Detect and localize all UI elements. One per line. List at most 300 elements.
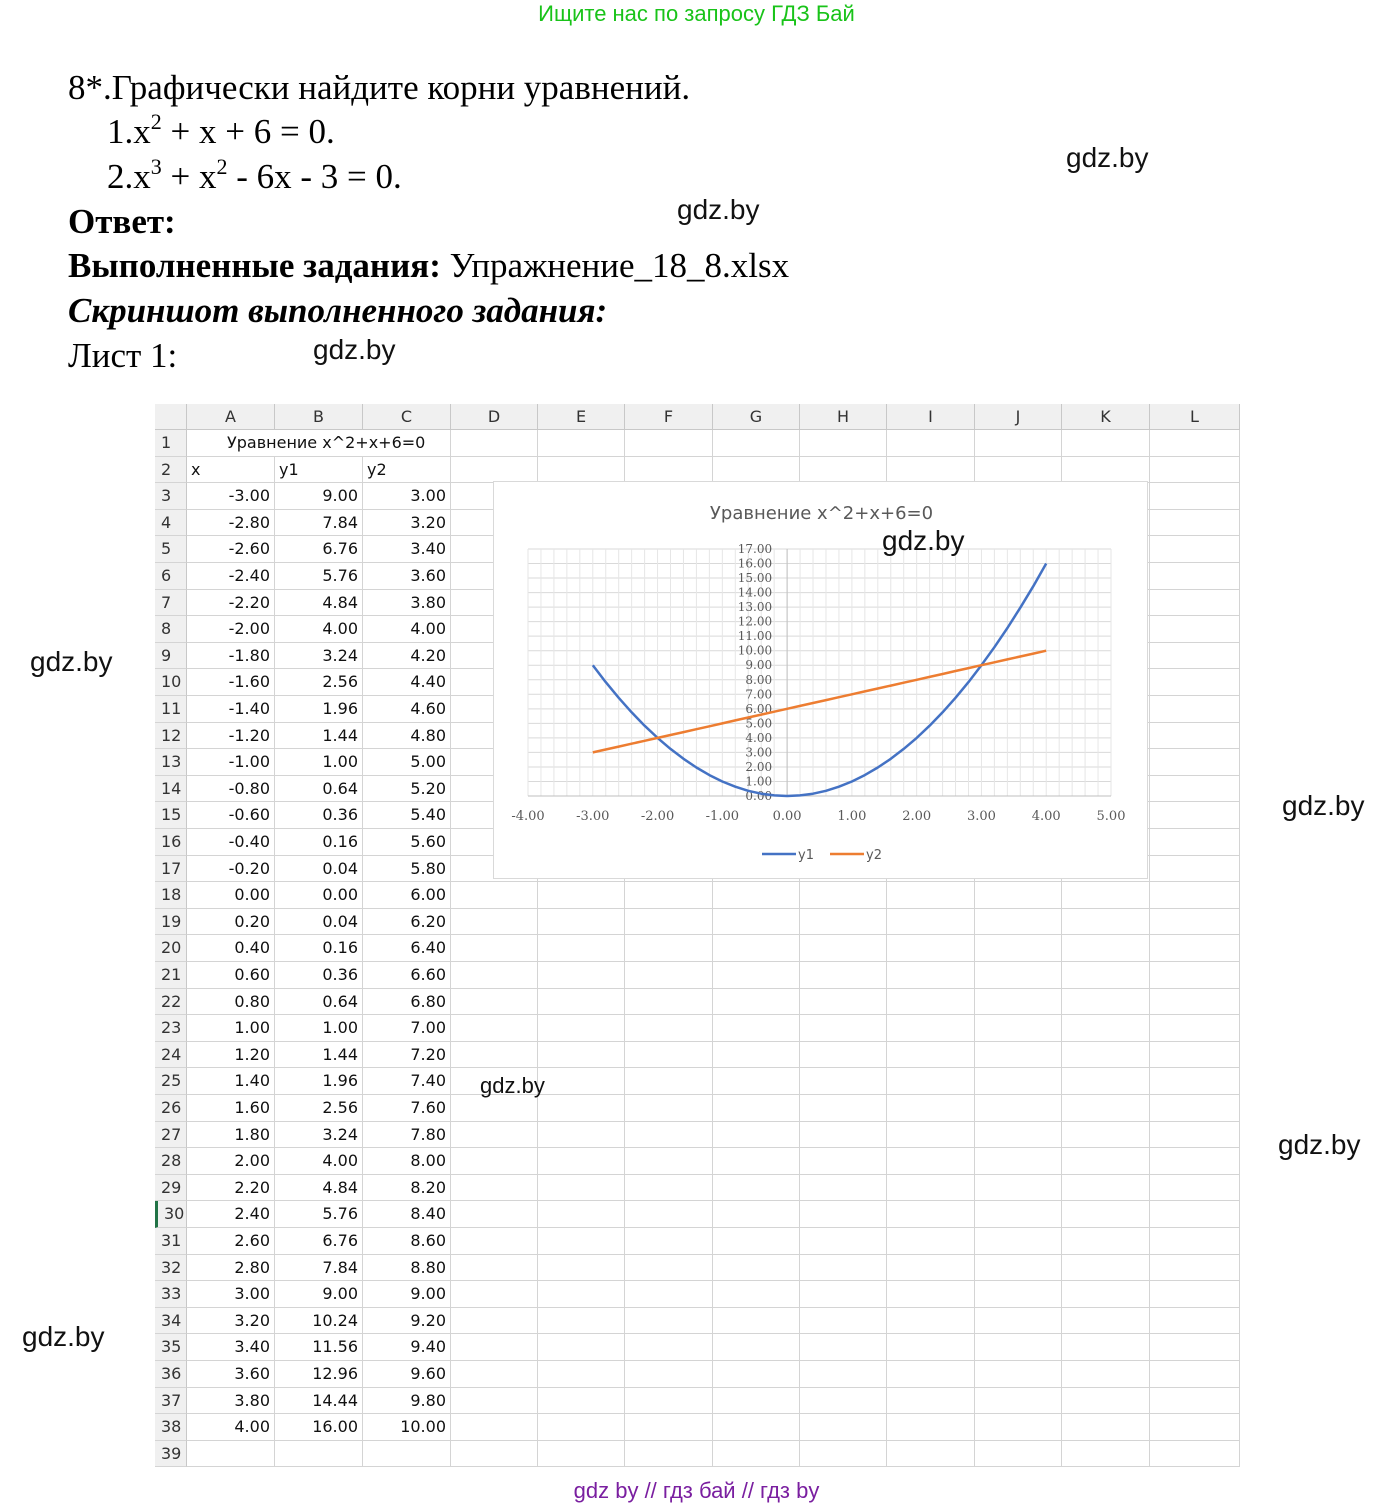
row-header[interactable]: 1	[155, 430, 187, 457]
cell[interactable]	[887, 1122, 975, 1149]
value-cell[interactable]: 4.20	[363, 643, 451, 670]
cell[interactable]	[800, 909, 887, 936]
cell[interactable]	[538, 1148, 625, 1175]
value-cell[interactable]: 9.00	[363, 1281, 451, 1308]
row-header[interactable]: 20	[155, 935, 187, 962]
cell[interactable]	[1150, 1122, 1240, 1149]
row-header[interactable]: 18	[155, 882, 187, 909]
chart[interactable]	[493, 481, 1148, 879]
value-cell[interactable]: 3.20	[363, 510, 451, 537]
cell[interactable]	[887, 1308, 975, 1335]
cell[interactable]	[1150, 1228, 1240, 1255]
value-cell[interactable]: 0.64	[275, 989, 363, 1016]
row-header[interactable]: 11	[155, 696, 187, 723]
cell[interactable]	[451, 457, 538, 484]
value-cell[interactable]: 3.00	[363, 483, 451, 510]
cell[interactable]	[451, 1015, 538, 1042]
column-header-h[interactable]: H	[800, 404, 887, 430]
cell[interactable]	[800, 935, 887, 962]
cell[interactable]	[713, 1308, 800, 1335]
cell[interactable]	[800, 1414, 887, 1441]
value-cell[interactable]: 0.36	[275, 802, 363, 829]
cell[interactable]	[887, 1148, 975, 1175]
value-cell[interactable]: 12.96	[275, 1361, 363, 1388]
cell[interactable]	[1150, 989, 1240, 1016]
value-cell[interactable]: 9.60	[363, 1361, 451, 1388]
cell[interactable]	[538, 1175, 625, 1202]
cell[interactable]	[451, 882, 538, 909]
value-cell[interactable]: 0.40	[187, 935, 275, 962]
cell[interactable]	[975, 1175, 1062, 1202]
row-header[interactable]: 12	[155, 723, 187, 750]
cell[interactable]	[451, 1334, 538, 1361]
cell[interactable]	[975, 430, 1062, 457]
column-header-b[interactable]: B	[275, 404, 363, 430]
cell[interactable]	[800, 882, 887, 909]
cell[interactable]	[538, 962, 625, 989]
value-cell[interactable]: 3.80	[363, 590, 451, 617]
cell[interactable]	[538, 1334, 625, 1361]
value-cell[interactable]: 0.60	[187, 962, 275, 989]
cell[interactable]	[1062, 909, 1150, 936]
value-cell[interactable]: -0.20	[187, 856, 275, 883]
row-header[interactable]: 23	[155, 1015, 187, 1042]
cell[interactable]	[538, 1068, 625, 1095]
cell[interactable]	[713, 1361, 800, 1388]
cell[interactable]	[451, 1175, 538, 1202]
column-header-k[interactable]: K	[1062, 404, 1150, 430]
cell[interactable]	[1062, 1201, 1150, 1228]
row-header[interactable]: 35	[155, 1334, 187, 1361]
value-cell[interactable]: 4.80	[363, 723, 451, 750]
cell[interactable]	[1150, 1095, 1240, 1122]
row-header[interactable]: 15	[155, 802, 187, 829]
cell[interactable]	[625, 989, 713, 1016]
cell[interactable]	[1150, 430, 1240, 457]
cell[interactable]	[1150, 1255, 1240, 1282]
cell[interactable]	[713, 1095, 800, 1122]
value-cell[interactable]: -1.60	[187, 669, 275, 696]
cell[interactable]	[187, 1441, 275, 1468]
cell[interactable]	[625, 1042, 713, 1069]
cell[interactable]	[625, 962, 713, 989]
cell[interactable]	[1150, 723, 1240, 750]
cell[interactable]	[1150, 1334, 1240, 1361]
cell[interactable]	[800, 1175, 887, 1202]
cell[interactable]	[1150, 1042, 1240, 1069]
value-cell[interactable]: 6.40	[363, 935, 451, 962]
value-cell[interactable]: 5.80	[363, 856, 451, 883]
cell[interactable]	[1150, 510, 1240, 537]
value-cell[interactable]: 2.56	[275, 1095, 363, 1122]
cell[interactable]	[887, 1441, 975, 1468]
value-cell[interactable]: 6.20	[363, 909, 451, 936]
value-cell[interactable]: 0.16	[275, 935, 363, 962]
value-cell[interactable]: 1.00	[275, 749, 363, 776]
value-cell[interactable]: -0.40	[187, 829, 275, 856]
value-cell[interactable]: 0.16	[275, 829, 363, 856]
value-cell[interactable]: 0.00	[187, 882, 275, 909]
cell[interactable]	[451, 909, 538, 936]
value-cell[interactable]: 1.96	[275, 696, 363, 723]
cell[interactable]	[887, 1175, 975, 1202]
cell[interactable]	[1062, 989, 1150, 1016]
cell[interactable]	[451, 1414, 538, 1441]
cell[interactable]	[1150, 643, 1240, 670]
row-header[interactable]: 24	[155, 1042, 187, 1069]
column-header-i[interactable]: I	[887, 404, 975, 430]
value-cell[interactable]: 0.00	[275, 882, 363, 909]
value-cell[interactable]: 8.20	[363, 1175, 451, 1202]
cell[interactable]	[451, 1308, 538, 1335]
cell[interactable]	[1150, 1015, 1240, 1042]
cell[interactable]	[538, 882, 625, 909]
cell[interactable]	[451, 1361, 538, 1388]
value-cell[interactable]: -0.60	[187, 802, 275, 829]
value-cell[interactable]: 0.04	[275, 856, 363, 883]
cell[interactable]	[1062, 882, 1150, 909]
cell[interactable]	[975, 1042, 1062, 1069]
value-cell[interactable]: 3.40	[363, 536, 451, 563]
value-cell[interactable]: 3.80	[187, 1388, 275, 1415]
select-all-corner[interactable]	[155, 404, 187, 430]
row-header[interactable]: 39	[155, 1441, 187, 1468]
cell[interactable]	[1150, 1201, 1240, 1228]
value-cell[interactable]: 0.36	[275, 962, 363, 989]
cell[interactable]	[1150, 696, 1240, 723]
cell[interactable]	[975, 1361, 1062, 1388]
cell[interactable]	[538, 1122, 625, 1149]
cell[interactable]	[625, 1122, 713, 1149]
value-cell[interactable]: 7.20	[363, 1042, 451, 1069]
value-cell[interactable]: 0.20	[187, 909, 275, 936]
value-cell[interactable]: 11.56	[275, 1334, 363, 1361]
cell[interactable]	[1062, 430, 1150, 457]
cell[interactable]	[451, 962, 538, 989]
cell[interactable]	[800, 1441, 887, 1468]
cell[interactable]	[713, 1201, 800, 1228]
cell[interactable]	[975, 1095, 1062, 1122]
cell[interactable]	[1150, 616, 1240, 643]
value-cell[interactable]: 1.44	[275, 723, 363, 750]
cell[interactable]	[800, 1334, 887, 1361]
cell[interactable]	[538, 1361, 625, 1388]
cell[interactable]	[538, 1308, 625, 1335]
value-cell[interactable]: 2.60	[187, 1228, 275, 1255]
cell[interactable]	[451, 430, 538, 457]
value-cell[interactable]: 1.00	[187, 1015, 275, 1042]
cell[interactable]	[1062, 1148, 1150, 1175]
value-cell[interactable]: 2.40	[187, 1201, 275, 1228]
row-header[interactable]: 26	[155, 1095, 187, 1122]
cell[interactable]	[713, 1068, 800, 1095]
cell[interactable]	[713, 1334, 800, 1361]
cell[interactable]	[975, 1148, 1062, 1175]
value-cell[interactable]: 7.00	[363, 1015, 451, 1042]
cell[interactable]	[713, 882, 800, 909]
cell[interactable]	[800, 1281, 887, 1308]
cell[interactable]	[1062, 935, 1150, 962]
value-cell[interactable]: 6.60	[363, 962, 451, 989]
value-cell[interactable]: 6.76	[275, 1228, 363, 1255]
value-cell[interactable]: 0.80	[187, 989, 275, 1016]
cell[interactable]	[625, 1175, 713, 1202]
cell[interactable]	[975, 1068, 1062, 1095]
value-cell[interactable]: 4.00	[275, 616, 363, 643]
cell[interactable]	[887, 1281, 975, 1308]
cell[interactable]	[1062, 1388, 1150, 1415]
value-cell[interactable]: -2.40	[187, 563, 275, 590]
value-cell[interactable]: 7.84	[275, 510, 363, 537]
value-cell[interactable]: 6.76	[275, 536, 363, 563]
cell[interactable]	[975, 1388, 1062, 1415]
cell[interactable]	[887, 1068, 975, 1095]
row-header[interactable]: 38	[155, 1414, 187, 1441]
cell[interactable]	[538, 1281, 625, 1308]
cell[interactable]	[800, 457, 887, 484]
row-header[interactable]: 31	[155, 1228, 187, 1255]
value-cell[interactable]: 1.60	[187, 1095, 275, 1122]
cell[interactable]	[1062, 1122, 1150, 1149]
cell[interactable]	[1062, 1308, 1150, 1335]
value-cell[interactable]: 3.24	[275, 643, 363, 670]
value-cell[interactable]: 8.40	[363, 1201, 451, 1228]
row-header[interactable]: 5	[155, 536, 187, 563]
cell[interactable]	[713, 430, 800, 457]
value-cell[interactable]: 5.60	[363, 829, 451, 856]
cell[interactable]	[800, 1095, 887, 1122]
cell[interactable]	[975, 1334, 1062, 1361]
header-cell[interactable]: x	[187, 457, 275, 484]
cell[interactable]	[800, 1068, 887, 1095]
cell[interactable]	[451, 1281, 538, 1308]
header-cell[interactable]: y1	[275, 457, 363, 484]
cell[interactable]	[713, 909, 800, 936]
cell[interactable]	[451, 935, 538, 962]
cell[interactable]	[800, 989, 887, 1016]
cell[interactable]	[887, 1361, 975, 1388]
cell[interactable]	[713, 1255, 800, 1282]
cell[interactable]	[713, 1388, 800, 1415]
value-cell[interactable]: 1.40	[187, 1068, 275, 1095]
cell[interactable]	[975, 1122, 1062, 1149]
value-cell[interactable]: 5.00	[363, 749, 451, 776]
cell[interactable]	[713, 935, 800, 962]
cell[interactable]	[451, 1042, 538, 1069]
column-header-c[interactable]: C	[363, 404, 451, 430]
cell[interactable]	[363, 1441, 451, 1468]
cell[interactable]	[1062, 1095, 1150, 1122]
value-cell[interactable]: 1.44	[275, 1042, 363, 1069]
cell[interactable]	[1150, 882, 1240, 909]
column-header-f[interactable]: F	[625, 404, 713, 430]
cell[interactable]	[1062, 1175, 1150, 1202]
value-cell[interactable]: 7.80	[363, 1122, 451, 1149]
row-header[interactable]: 14	[155, 776, 187, 803]
cell[interactable]	[713, 1148, 800, 1175]
value-cell[interactable]: 7.40	[363, 1068, 451, 1095]
cell[interactable]	[538, 430, 625, 457]
cell[interactable]	[1150, 590, 1240, 617]
row-header[interactable]: 32	[155, 1255, 187, 1282]
cell[interactable]	[451, 1228, 538, 1255]
value-cell[interactable]: 9.00	[275, 483, 363, 510]
value-cell[interactable]: 4.00	[275, 1148, 363, 1175]
cell[interactable]	[1150, 776, 1240, 803]
cell[interactable]	[800, 1201, 887, 1228]
cell[interactable]	[1150, 1068, 1240, 1095]
value-cell[interactable]: 2.56	[275, 669, 363, 696]
cell[interactable]	[1062, 1441, 1150, 1468]
column-header-d[interactable]: D	[451, 404, 538, 430]
cell[interactable]	[887, 989, 975, 1016]
row-header[interactable]: 6	[155, 563, 187, 590]
cell[interactable]	[713, 962, 800, 989]
cell[interactable]	[1150, 749, 1240, 776]
header-cell[interactable]: y2	[363, 457, 451, 484]
cell[interactable]	[713, 1414, 800, 1441]
cell[interactable]	[713, 1122, 800, 1149]
value-cell[interactable]: -2.00	[187, 616, 275, 643]
cell[interactable]	[975, 1308, 1062, 1335]
value-cell[interactable]: 4.00	[187, 1414, 275, 1441]
value-cell[interactable]: 7.84	[275, 1255, 363, 1282]
value-cell[interactable]: -1.00	[187, 749, 275, 776]
value-cell[interactable]: 4.84	[275, 1175, 363, 1202]
column-header-g[interactable]: G	[713, 404, 800, 430]
row-header[interactable]: 2	[155, 457, 187, 484]
value-cell[interactable]: 3.40	[187, 1334, 275, 1361]
cell[interactable]	[975, 1201, 1062, 1228]
row-header[interactable]: 4	[155, 510, 187, 537]
value-cell[interactable]: 0.64	[275, 776, 363, 803]
cell[interactable]	[1062, 1334, 1150, 1361]
cell[interactable]	[1150, 935, 1240, 962]
cell[interactable]	[1150, 1148, 1240, 1175]
value-cell[interactable]: 3.60	[187, 1361, 275, 1388]
cell[interactable]	[451, 1148, 538, 1175]
cell[interactable]	[625, 882, 713, 909]
cell[interactable]	[538, 1414, 625, 1441]
value-cell[interactable]: 3.24	[275, 1122, 363, 1149]
cell[interactable]	[713, 1042, 800, 1069]
cell[interactable]	[887, 962, 975, 989]
cell[interactable]	[975, 1441, 1062, 1468]
value-cell[interactable]: 8.60	[363, 1228, 451, 1255]
cell[interactable]	[625, 1095, 713, 1122]
value-cell[interactable]: 9.40	[363, 1334, 451, 1361]
cell[interactable]	[975, 1228, 1062, 1255]
cell[interactable]	[887, 1388, 975, 1415]
cell[interactable]	[625, 1441, 713, 1468]
cell[interactable]	[887, 1334, 975, 1361]
row-header[interactable]: 36	[155, 1361, 187, 1388]
cell[interactable]	[451, 1255, 538, 1282]
value-cell[interactable]: -2.60	[187, 536, 275, 563]
value-cell[interactable]: 16.00	[275, 1414, 363, 1441]
cell[interactable]	[887, 1095, 975, 1122]
row-header[interactable]: 8	[155, 616, 187, 643]
cell[interactable]	[800, 1042, 887, 1069]
cell[interactable]	[887, 1255, 975, 1282]
value-cell[interactable]: -2.20	[187, 590, 275, 617]
cell[interactable]	[800, 430, 887, 457]
cell[interactable]	[713, 1441, 800, 1468]
cell[interactable]	[625, 1308, 713, 1335]
value-cell[interactable]: 1.00	[275, 1015, 363, 1042]
value-cell[interactable]: 8.80	[363, 1255, 451, 1282]
row-header[interactable]: 21	[155, 962, 187, 989]
cell[interactable]	[713, 1175, 800, 1202]
value-cell[interactable]: 9.20	[363, 1308, 451, 1335]
cell[interactable]	[538, 1042, 625, 1069]
cell[interactable]	[625, 909, 713, 936]
cell[interactable]	[1150, 829, 1240, 856]
value-cell[interactable]: 8.00	[363, 1148, 451, 1175]
cell[interactable]	[1062, 1068, 1150, 1095]
cell[interactable]	[1150, 1388, 1240, 1415]
cell[interactable]	[975, 457, 1062, 484]
cell[interactable]	[975, 1255, 1062, 1282]
cell[interactable]	[713, 1228, 800, 1255]
cell[interactable]	[538, 1015, 625, 1042]
cell[interactable]	[1150, 909, 1240, 936]
cell[interactable]	[451, 1122, 538, 1149]
row-header[interactable]: 10	[155, 669, 187, 696]
column-header-j[interactable]: J	[975, 404, 1062, 430]
value-cell[interactable]: 1.96	[275, 1068, 363, 1095]
cell[interactable]	[975, 1281, 1062, 1308]
cell[interactable]	[451, 989, 538, 1016]
cell[interactable]	[538, 909, 625, 936]
cell[interactable]	[975, 962, 1062, 989]
cell[interactable]	[538, 1228, 625, 1255]
cell[interactable]	[1150, 483, 1240, 510]
value-cell[interactable]: 1.80	[187, 1122, 275, 1149]
column-header-e[interactable]: E	[538, 404, 625, 430]
row-header[interactable]: 27	[155, 1122, 187, 1149]
value-cell[interactable]: 4.60	[363, 696, 451, 723]
value-cell[interactable]: 6.80	[363, 989, 451, 1016]
cell[interactable]	[975, 882, 1062, 909]
cell[interactable]	[1062, 1361, 1150, 1388]
cell[interactable]	[1150, 856, 1240, 883]
value-cell[interactable]: -1.80	[187, 643, 275, 670]
cell[interactable]	[800, 1148, 887, 1175]
cell[interactable]	[625, 1414, 713, 1441]
cell[interactable]	[1062, 1042, 1150, 1069]
cell[interactable]	[887, 457, 975, 484]
column-header-a[interactable]: A	[187, 404, 275, 430]
cell[interactable]	[887, 882, 975, 909]
cell[interactable]	[975, 989, 1062, 1016]
value-cell[interactable]: 14.44	[275, 1388, 363, 1415]
value-cell[interactable]: 3.60	[363, 563, 451, 590]
cell[interactable]	[1150, 1441, 1240, 1468]
cell[interactable]	[1062, 457, 1150, 484]
cell[interactable]	[887, 909, 975, 936]
cell[interactable]	[800, 1228, 887, 1255]
value-cell[interactable]: 10.24	[275, 1308, 363, 1335]
cell[interactable]	[1150, 536, 1240, 563]
row-header[interactable]: 34	[155, 1308, 187, 1335]
cell[interactable]	[713, 457, 800, 484]
cell[interactable]	[538, 457, 625, 484]
cell[interactable]	[538, 935, 625, 962]
cell[interactable]	[451, 1388, 538, 1415]
cell[interactable]	[800, 1388, 887, 1415]
cell[interactable]	[800, 1015, 887, 1042]
